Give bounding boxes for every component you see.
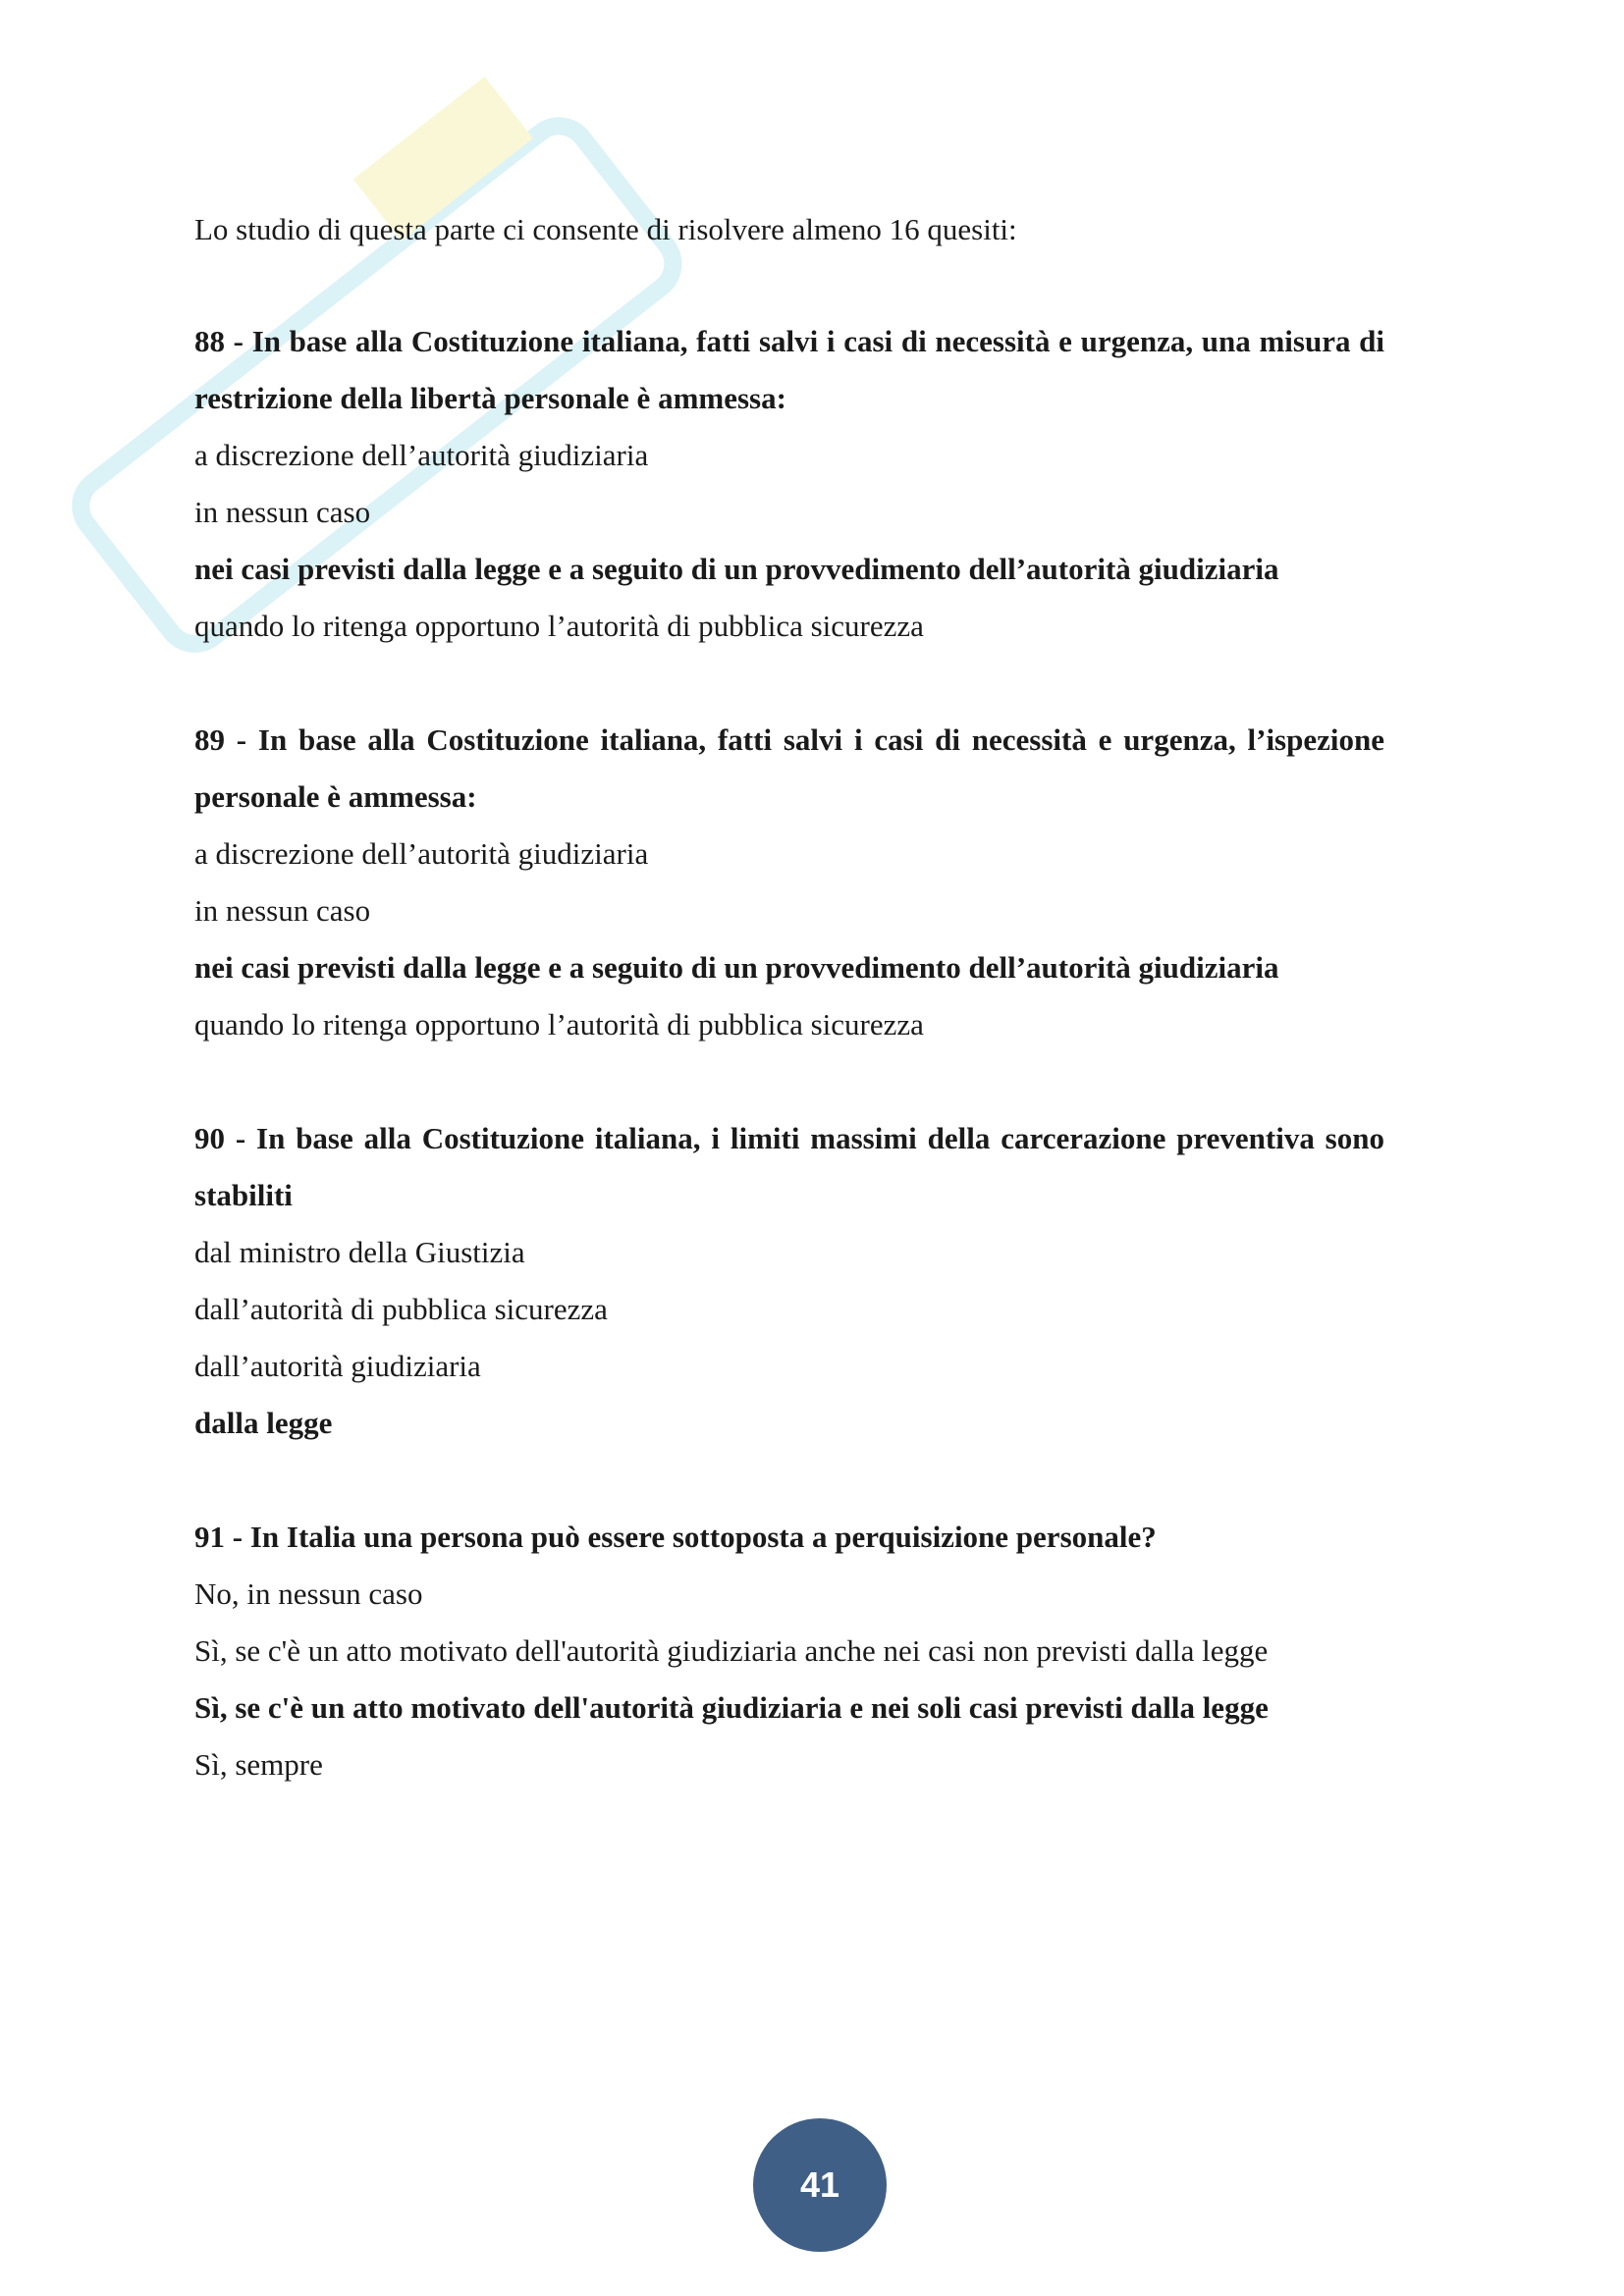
answer-option: Sì, se c'è un atto motivato dell'autorità giudiziaria anche nei casi non previsti dalla legge (194, 1633, 1269, 1668)
answer-option: dal ministro della Giustizia (194, 1235, 525, 1269)
answer-option: No, in nessun caso (194, 1576, 423, 1611)
page-number: 41 (799, 2164, 840, 2205)
answer-option: a discrezione dell’autorità giudiziaria (194, 836, 649, 871)
correct-answer-option: nei casi previsti dalla legge e a seguito di un provvedimento dell’autorità giudiziaria (194, 950, 1279, 985)
page-number-badge (753, 2118, 887, 2252)
question-text: 91 - In Italia una persona può essere sottoposta a perquisizione personale? (194, 1520, 1157, 1554)
question-text: 88 - In base alla Costituzione italiana, fatti salvi i casi di necessità e urgenza, una misura di restrizione della libertà personale è ammessa: (194, 324, 1384, 415)
answer-option: a discrezione dell’autorità giudiziaria (194, 438, 649, 472)
correct-answer-option: nei casi previsti dalla legge e a seguito di un provvedimento dell’autorità giudiziaria (194, 552, 1279, 586)
correct-answer-option: Sì, se c'è un atto motivato dell'autorità giudiziaria e nei soli casi previsti dalla legge (194, 1690, 1269, 1725)
answer-option: quando lo ritenga opportuno l’autorità di pubblica sicurezza (194, 1007, 924, 1041)
correct-answer-option: dalla legge (194, 1406, 333, 1440)
answer-option: Sì, sempre (194, 1747, 323, 1782)
intro-text: Lo studio di questa parte ci consente di risolvere almeno 16 quesiti: (194, 212, 1017, 246)
question-block-88 (194, 313, 1384, 655)
question-block-90 (194, 1110, 1384, 1452)
answer-option: in nessun caso (194, 495, 371, 529)
question-text: 89 - In base alla Costituzione italiana, fatti salvi i casi di necessità e urgenza, l’ispezione personale è ammessa: (194, 722, 1384, 814)
question-block-91 (194, 1509, 1384, 1793)
answer-option: dall’autorità di pubblica sicurezza (194, 1292, 608, 1326)
document-body (194, 201, 1384, 1850)
question-text: 90 - In base alla Costituzione italiana, i limiti massimi della carcerazione preventiva sono stabiliti (194, 1121, 1384, 1212)
question-block-89 (194, 712, 1384, 1053)
answer-option: quando lo ritenga opportuno l’autorità di pubblica sicurezza (194, 609, 924, 643)
answer-option: in nessun caso (194, 893, 371, 928)
answer-option: dall’autorità giudiziaria (194, 1349, 481, 1383)
